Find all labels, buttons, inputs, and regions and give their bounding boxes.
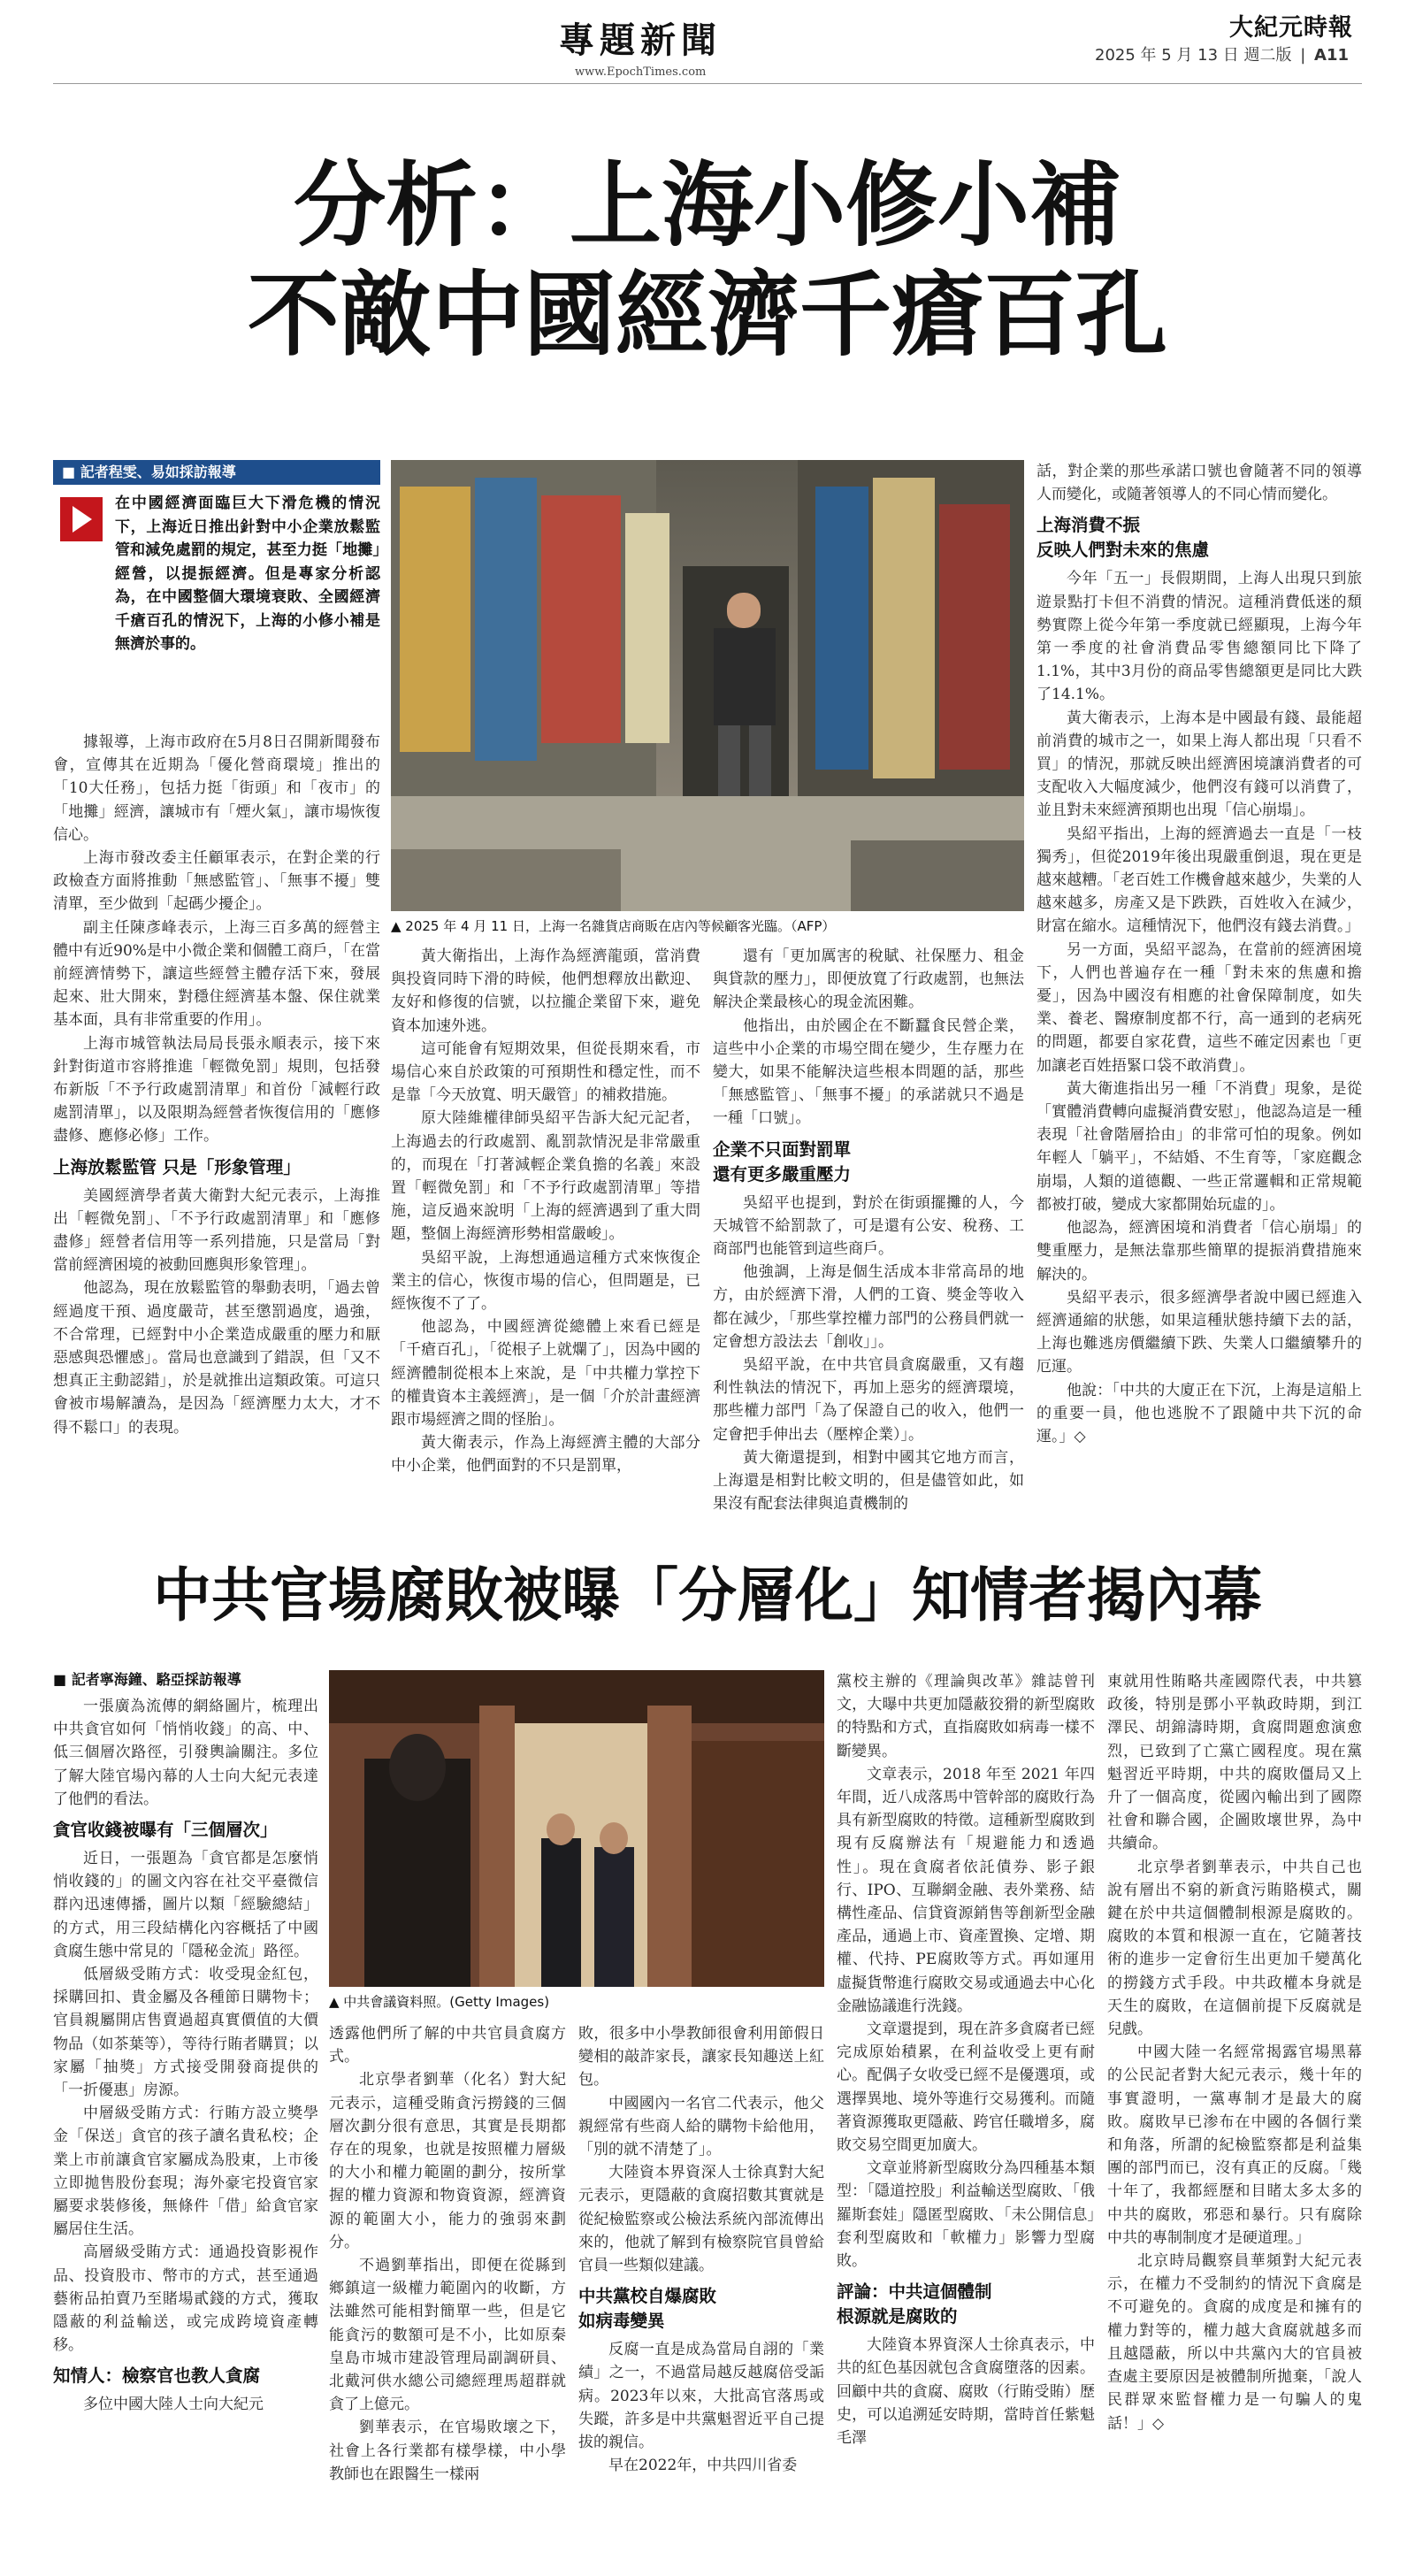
- paragraph: 另一方面，吳紹平認為，在當前的經濟困境下，人們也普遍存在一種「對未來的焦慮和擔憂」，因為中國沒有相應的社會保障制度，如失業、養老、醫療制度都不行，高一通到的老病死的問題，都要自家花費，這些不確定因素也「更加讓老百姓捂緊口袋不敢消費」。: [1036, 940, 1362, 1075]
- article2-byline: ■ 記者寧海鐘、駱亞採訪報導: [53, 1671, 241, 1688]
- paragraph: 上海市城管執法局局長張永順表示，接下來針對街道市容將推進「輕微免罰」規則，包括發布新版「不予行政處罰清單」和首份「減輕行政處罰清單」，以及限期為經營者恢復信用的「應修盡修、應修必修」工作。: [53, 1034, 380, 1146]
- page-number: A11: [1314, 46, 1350, 65]
- paragraph: 反腐一直是成為當局自詡的「業績」之一，不過當局越反越腐倍受詬病。2023年以來，大批高官落馬或失蹤，許多是中共黨魁習近平自己提拔的親信。: [578, 2341, 824, 2452]
- article2-column-4: [837, 1670, 1095, 2526]
- paragraph: 這可能會有短期效果，但從長期來看，市場信心來自於政策的可預期性和穩定性，而不是靠「今天放寬、明天嚴管」的補救措施。: [391, 1039, 700, 1105]
- paper-logo: 大紀元時報: [1229, 14, 1353, 42]
- paragraph: 原大陸維權律師吳紹平告訴大紀元記者，上海過去的行政處罰、亂罰款情況是非常嚴重的，而現在「打著減輕企業負擔的名義」來設置「輕微免罰」和「不予行政處罰清單」等措施，這反過來說明「上海的經濟遇到了重大問題，整個上海經濟形勢相當嚴峻」。: [391, 1109, 700, 1244]
- paragraph: 近日，一張題為「貪官都是怎麼悄悄收錢的」的圖文內容在社交平臺微信群內迅速傳播，圖片以類「經驗總結」的方式，用三段結構化內容概括了中國貪腐生態中常見的「隱秘金流」路徑。: [53, 1850, 318, 1960]
- subheading: 貪官收錢被曝有「三個層次」: [53, 1820, 278, 1841]
- paragraph: 高層級受賄方式：通過投資影視作品、投資股市、幣市的方式，甚至通過藝術品拍賣乃至賭場貳錢的方式，獲取隱蔽的利益輸送，或完成跨境資產轉移。: [53, 2243, 318, 2355]
- paragraph: 吳紹平表示，很多經濟學者說中國已經進入經濟通縮的狀態，如果這種狀態持續下去的話，上海也難逃房價繼續下跌、失業人口繼續攀升的厄運。: [1036, 1288, 1362, 1376]
- paragraph: 中國大陸一名經常揭露官場黑幕的公民記者對大紀元表示，幾十年的事實證明，一黨專制才是最大的腐敗。腐敗早已渗布在中國的各個行業和角落，所謂的紀檢監察都是利益集團的部門而已，沒有真正的反腐。「幾十年了，我都經歷和目睹太多太多的中共的腐敗，邪惡和暴行。只有腐除中共的專制制度才是硬道理。」: [1107, 2043, 1362, 2247]
- paragraph: 劉華表示，在官場敗壞之下，社會上各行業都有樣學樣，中小學教師也在跟醫生一樣兩: [329, 2419, 566, 2483]
- paragraph: 他認為，經濟困境和消費者「信心崩塌」的雙重壓力，是無法靠那些簡單的提振消費措施來解決的。: [1036, 1219, 1362, 1284]
- article1-column-1: [53, 731, 380, 1531]
- paragraph: 黃大衛進指出另一種「不消費」現象，是從「實體消費轉向虛擬消費安慰」，他認為這是一種表現「社會階層拾由」的非常可怕的現象。例如年輕人「躺平」，不結婚、不生育等，「家庭觀念崩塌，人類的道德觀、一些正常邏輯和正常規範都被打破，變成大家都開始玩虛的」。: [1036, 1079, 1362, 1214]
- section-title: 專題新聞: [559, 20, 722, 61]
- paragraph: 文章並將新型腐敗分為四種基本類型：「隱道控股」利益輸送型腐敗、「俄羅斯套娃」隱匿型腐敗、「未公開信息」套利型腐敗和「軟權力」影響力型腐敗。: [837, 2159, 1095, 2271]
- article1-byline: ■ 記者程雯、易如採訪報導: [53, 460, 380, 485]
- paragraph: 敗，很多中小學教師很會利用節假日變相的敲詐家長，讓家長知趣送上紅包。: [578, 2025, 824, 2089]
- paragraph: 黃大衛表示，上海本是中國最有錢、最能超前消費的城市之一，如果上海人都出現「只看不買」的情況，那就反映出經濟困境讓消費者的可支配收入大幅度減少，他們沒有錢可以消費了，並且對未來經濟預期也出現「信心崩塌」。: [1036, 709, 1362, 820]
- paragraph: 不過劉華指出，即便在從縣到鄉鎮這一級權力範圍內的收斷，方法雖然可能相對簡單一些，但是它能貪污的數額可是不小，比如原秦皇島市城市建設管理局副調研員、北戴河供水總公司總經理馬超群就貪了上億元。: [329, 2257, 566, 2414]
- article1-column-4: [1036, 460, 1362, 1531]
- paragraph: 他認為，現在放鬆監管的舉動表明，「過去曾經過度干預、過度嚴苛，甚至懲罰過度，過強，不合常理，已經對中小企業造成嚴重的壓力和厭惡感與恐懼感」。當局也意識到了錯誤，但「又不想真正主動認錯」，於是就推出這類政策。可這只會被市場解讀為，是因為「經濟壓力太大，才不得不鬆口」的表現。: [53, 1279, 380, 1437]
- paragraph: 黨校主辦的《理論與改革》雜誌曾刊文，大曝中共更加隱蔽狡猾的新型腐敗的特點和方式，直指腐敗如病毒一樣不斷變異。: [837, 1673, 1095, 1760]
- meeting-photo-graphic: [329, 1670, 824, 1987]
- subheading: 中共黨校自爆腐敗 如病毒變異: [578, 2286, 717, 2332]
- paragraph: 東就用性賄略共產國際代表，中共篡政後，特別是鄧小平執政時期，到江澤民、胡錦濤時期，貪腐問題愈演愈烈，已致到了亡黨亡國程度。現在黨魁習近平時期，中共的腐敗僵局又上升了一個高度，從國內輸出到了國際社會和聯合國，企圖敗壞世界，為中共續命。: [1107, 1673, 1362, 1853]
- paragraph: 他說：「中共的大廈正在下沉，上海是這船上的重要一員，他也逃脫不了跟隨中共下沉的命運。」◇: [1036, 1381, 1362, 1445]
- article1-headline: [53, 150, 1362, 370]
- lede-arrow-icon: [60, 497, 103, 541]
- paragraph: 上海市發改委主任顧軍表示，在對企業的行政檢查方面將推動「無感監管」、「無事不擾」雙清單，至少做到「起碼少擾企」。: [53, 849, 380, 914]
- article2-column-5: [1107, 1670, 1362, 2526]
- paragraph: 北京學者劉華（化名）對大紀元表示，這種受賄貪污撈錢的三個層次劃分很有意思，其實是長期都存在的現象，也就是按照權力層級的大小和權力範圍的劃分，按所掌握的權力資源和物資資源，經濟資源的範圍大小，能力的強弱來劃分。: [329, 2071, 566, 2251]
- subheading: 知情人：檢察官也教人貪腐: [53, 2365, 261, 2387]
- paragraph: 他指出，由於國企在不斷蠶食民營企業，這些中小企業的市場空間在變少，生存壓力在變大，如果不能解決這些根本問題的話，那些「無感監管」、「無事不擾」的承諾就只不過是一種「口號」。: [713, 1016, 1024, 1128]
- paragraph: 多位中國大陸人士向大紀元: [83, 2396, 264, 2414]
- shop-photo-graphic: [391, 460, 1024, 911]
- headline-line2: 不敵中國經濟千瘡百孔: [247, 261, 1167, 369]
- article1-column-2: [391, 945, 700, 1531]
- paragraph: 他認為，中國經濟從總體上來看已經是「千瘡百孔」，「從根子上就爛了」，因為中國的經濟體制從根本上來說，是「中共權力掌控下的權貴資本主義經濟」，是一個「介於計畫經濟跟市場經濟之間的怪胎」。: [391, 1318, 700, 1430]
- paragraph: 美國經濟學者黃大衛對大紀元表示，上海推出「輕微免罰」、「不予行政處罰清單」和「應修盡修」經營者信用等一系列措施，只是當局「對當前經濟困境的被動回應與形象管理」。: [53, 1186, 380, 1275]
- article2-headline: 中共官場腐敗被曝「分層化」知情者揭內幕: [153, 1561, 1262, 1629]
- subheading: 評論：中共這個體制 根源就是腐敗的: [837, 2281, 992, 2327]
- subheading: 上海消費不振 反映人們對未來的焦慮: [1036, 515, 1210, 561]
- headline-line1: 分析：上海小修小補: [293, 151, 1121, 259]
- article2-column-3: [578, 2022, 824, 2526]
- meeting-photo: [329, 1670, 824, 1987]
- paragraph: 文章表示，2018 年至 2021 年四年間，近八成落馬中管幹部的腐敗行為具有新型腐敗的特徵。這種新型腐敗到現有反腐辦法有「規避能力和透過性」。現在貪腐者依託債券、影子銀行、IPO、互聯網金融、表外業務、結構性產品、信貸資源銷售等創新型金融產品，通過上市、資產置換、定增、期權、代持、PE腐敗等方式。再如運用虛擬貨幣進行腐敗交易或通過去中心化金融協議進行洗錢。: [837, 1765, 1095, 2015]
- date-text: 2025 年 5 月 13 日 週二版: [1095, 46, 1292, 65]
- issue-date: 2025 年 5 月 13 日 週二版 | A11: [1095, 46, 1350, 65]
- photo1-caption: ▲ 2025 年 4 月 11 日，上海一名雜貨店商販在店內等候顧客光臨。（AFP）: [391, 918, 836, 934]
- paragraph: 據報導，上海市政府在5月8日召開新聞發布會，宣傳其在近期為「優化營商環境」推出的「10大任務」，包括力挺「街頭」和「夜市」的「地攤」經濟，讓城市有「煙火氣」，讓市場恢復信心。: [53, 733, 380, 844]
- paragraph: 他強調，上海是個生活成本非常高昂的地方，由於經濟下滑，人們的工資、獎金等收入都在減少，「那些掌控權力部門的公務員們就一定會想方設法去「創收」」。: [713, 1263, 1024, 1351]
- paragraph: 吳紹平說，上海想通過這種方式來恢復企業主的信心，恢復市場的信心，但問題是，已經恢復不了了。: [391, 1248, 700, 1314]
- subheading: 上海放鬆監管 只是「形象管理」: [53, 1156, 301, 1177]
- paragraph: 大陸資本界資深人士徐真表示，中共的紅色基因就包含貪腐墮落的因素。回顧中共的貪腐、腐敗（行賄受賄）歷史，可以追溯延安時期，當時首任紫魁毛澤: [837, 2336, 1095, 2448]
- article2-column-2: [329, 2022, 566, 2526]
- paragraph: 今年「五一」長假期間，上海人出現只到旅遊景點打卡但不消費的情況。這種消費低迷的頹勢實際上從今年第一季度就已經顯現，上海今年第一季度的社會消費品零售總額同比下降了1.1%，其中3月份的商品零售總額更是同比大跌了14.1%。: [1036, 570, 1362, 704]
- website: www.EpochTimes.com: [575, 65, 707, 79]
- paragraph: 一張廣為流傳的網絡圖片，梳理出中共貪官如何「悄悄收錢」的高、中、低三個層次路徑，引發輿論關注。多位了解大陸官場內幕的人士向大紀元表達了他們的看法。: [53, 1698, 318, 1808]
- paragraph: 文章還提到，現在許多貪腐者已經完成原始積累，在利益收受上更有耐心。配偶子女收受已經不是優選項，或選擇異地、境外等進行交易獲利。而隨著資源獲取更隱蔽、跨官任職增多，腐敗交易空間更加廣大。: [837, 2020, 1095, 2155]
- paragraph: 中層級受賄方式：行賄方設立獎學金「保送」貪官的孩子讀名貴私校；企業上市前讓貪官家屬成為股東，上市後立即拋售股份套現；海外豪宅投資官家屬要求裝修後，無條件「借」給貪官家屬居住生活。: [53, 2104, 318, 2239]
- paragraph: 北京學者劉華表示，中共自己也說有層出不窮的新貪污賄賂模式，關鍵在於中共這個體制根源是腐敗的。腐敗的本質和根源一直在，它隨著技術的進步一定會衍生出更加千變萬化的撈錢方式手段。中共政權本身就是天生的腐敗，在這個前提下反腐就是兒戲。: [1107, 1858, 1362, 2039]
- masthead-rule: [53, 83, 1362, 84]
- paragraph: 副主任陳彥峰表示，上海三百多萬的經營主體中有近90%是中小微企業和個體工商戶，「在當前經濟情勢下，讓這些經營主體存活下來，發展起來、壯大開來，對穩住經濟基本盤、保住就業基本面，具有非常重要的作用」。: [53, 918, 380, 1030]
- lede-box: [53, 488, 380, 727]
- paragraph: 早在2022年，中共四川省委: [608, 2457, 798, 2475]
- paragraph: 吳紹平指出，上海的經濟過去一直是「一枝獨秀」，但從2019年後出現嚴重倒退，現在更是越來越糟。「老百姓工作機會越來越少，失業的人越來越多，房產又是下跌跌，百姓收入在減少，財富在縮水。這種情況下，他們沒有錢去消費。」: [1036, 824, 1362, 936]
- paragraph: 話，對企業的那些承諾口號也會隨著不同的領導人而變化，或隨著領導人的不同心情而變化。: [1036, 463, 1362, 504]
- paragraph: 吳紹平也提到，對於在街頭擺攤的人，今天城管不給罰款了，可是還有公安、稅務、工商部門也能管到這些商戶。: [713, 1193, 1024, 1259]
- paragraph: 還有「更加厲害的稅賦、社保壓力、租金與貸款的壓力」，即便放寬了行政處罰，也無法解決企業最核心的現金流困難。: [713, 947, 1024, 1012]
- paragraph: 中國國內一名官二代表示，他父親經常有些商人給的購物卡給他用，「別的就不清楚了」。: [578, 2094, 824, 2159]
- lede-text: 在中國經濟面臨巨大下滑危機的情況下，上海近日推出針對中小企業放鬆監管和減免處罰的規定，甚至力挺「地攤」經營，以提振經濟。但是專家分析認為，在中國整個大環境衰敗、全國經濟千瘡百孔的情況下，上海的小修小補是無濟於事的。: [115, 494, 380, 653]
- paragraph: 黃大衛表示，作為上海經濟主體的大部分中小企業，他們面對的不只是罰單，: [391, 1434, 700, 1476]
- paragraph: 黃大衛指出，上海作為經濟龍頭，當消費與投資同時下滑的時候，他們想釋放出歡迎、友好和修復的信號，以拉攏企業留下來，避免資本加速外逃。: [391, 947, 700, 1035]
- shop-photo: [391, 460, 1024, 911]
- article2-column-1: [53, 1695, 318, 2526]
- photo2-caption: ▲ 中共會議資料照。(Getty Images): [329, 1994, 550, 2010]
- paragraph: 大陸資本界資深人士徐真對大紀元表示，更隱蔽的貪腐招數其實就是從紀檢監察或公檢法系統內部流傳出來的，他就了解到有檢察院官員曾給官員一些類似建議。: [578, 2164, 824, 2275]
- paragraph: 吳紹平說，在中共官員貪腐嚴重，又有趨利性執法的情況下，再加上惡劣的經濟環境，那些權力部門「為了保證自己的收入，他們一定會把手伸出去（壓榨企業）」。: [713, 1356, 1024, 1444]
- paragraph: 透露他們所了解的中共官員貪腐方式。: [329, 2025, 566, 2066]
- paragraph: 北京時局觀察員華頻對大紀元表示，在權力不受制約的情況下貪腐是不可避免的。貪腐的成度是和擁有的權力對等的，權力越大貪腐就越多而且越隱蔽，所以中共黨內大的官員被查處主要原因是被體制所拋棄，「說人民群眾來監督權力是一句騙人的鬼話！」◇: [1107, 2252, 1362, 2433]
- paragraph: 低層級受賄方式：收受現金紅包，採購回扣、貴金屬及各種節日購物卡；官員親屬開店售賣過超真實價值的大價物品（如茶葉等），等待行賄者購買；以家屬「抽獎」方式接受開發商提供的「一折優惠」房源。: [53, 1966, 318, 2100]
- article1-column-3: [713, 945, 1024, 1531]
- subheading: 企業不只面對罰單 還有更多嚴重壓力: [713, 1138, 852, 1184]
- paragraph: 黃大衛還提到，相對中國其它地方而言，上海還是相對比較文明的，但是儘管如此，如果沒有配套法律與追責機制的: [713, 1448, 1024, 1514]
